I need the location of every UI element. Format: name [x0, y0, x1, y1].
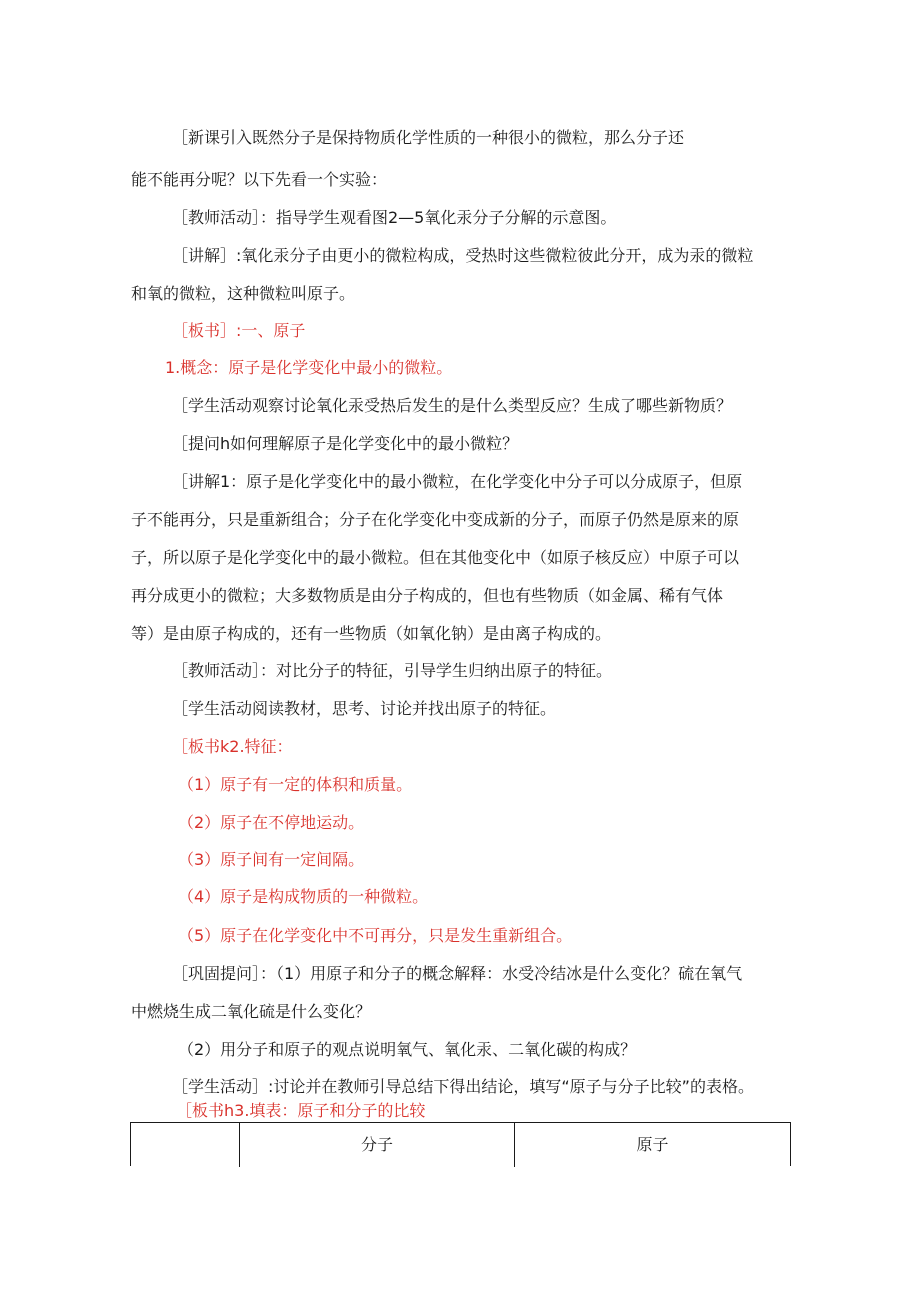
comparison-table: [130, 1122, 791, 1166]
paragraph-line: ［教师活动］：指导学生观看图2—5氧化汞分子分解的示意图。: [172, 208, 617, 227]
paragraph-line: 再分成更小的微粒；大多数物质是由分子构成的，但也有些物质（如金属、稀有气体: [131, 586, 724, 605]
board-note: 1.概念：原子是化学变化中最小的微粒。: [165, 358, 453, 377]
table-header-atom: 原子: [636, 1135, 669, 1154]
paragraph-line: 能不能再分呢？以下先看一个实验：: [131, 170, 388, 189]
board-note: （4）原子是构成物质的一种微粒。: [178, 887, 429, 906]
board-note: （5）原子在化学变化中不可再分，只是发生重新组合。: [178, 926, 573, 945]
paragraph-line: （2）用分子和原子的观点说明氧气、氧化汞、二氧化碳的构成？: [178, 1040, 637, 1059]
paragraph-line: ［巩固提问］：（1）用原子和分子的概念解释：水受冷结冰是什么变化？硫在氧气: [172, 964, 743, 983]
board-note: （1）原子有一定的体积和质量。: [178, 775, 413, 794]
paragraph-line: ［学生活动阅读教材，思考、讨论并找出原子的特征。: [172, 699, 557, 718]
paragraph-line: 子不能再分，只是重新组合；分子在化学变化中变成新的分子，而原子仍然是原来的原: [131, 510, 740, 529]
board-note: （3）原子间有一定间隔。: [178, 850, 365, 869]
paragraph-line: 和氧的微粒，这种微粒叫原子。: [131, 284, 356, 303]
board-note: （2）原子在不停地运动。: [178, 813, 365, 832]
board-note: ［板书k2.特征：: [172, 737, 293, 756]
paragraph-line: 中燃烧生成二氧化硫是什么变化？: [131, 1002, 372, 1021]
paragraph-line: ［新课引入既然分子是保持物质化学性质的一种很小的微粒，那么分子还: [172, 128, 685, 147]
board-note: ［板书］:一、原子: [172, 321, 306, 340]
table-header-empty: [131, 1123, 239, 1167]
paragraph-line: ［学生活动观察讨论氧化汞受热后发生的是什么类型反应？生成了哪些新物质？: [172, 396, 733, 415]
paragraph-line: ［讲解1：原子是化学变化中的最小微粒，在化学变化中分子可以分成原子，但原: [172, 472, 743, 491]
paragraph-line: 等）是由原子构成的，还有一些物质（如氧化钠）是由离子构成的。: [131, 624, 612, 643]
paragraph-line: ［提问h如何理解原子是化学变化中的最小微粒？: [172, 434, 519, 453]
paragraph-line: 子，所以原子是化学变化中的最小微粒。但在其他变化中（如原子核反应）中原子可以: [131, 548, 740, 567]
paragraph-line: ［学生活动］:讨论并在教师引导总结下得出结论，填写“原子与分子比较”的表格。: [172, 1077, 754, 1096]
table-header-molecule: 分子: [360, 1135, 393, 1154]
board-note: ［板书h3.填表：原子和分子的比较: [176, 1101, 426, 1120]
paragraph-line: ［教师活动］：对比分子的特征，引导学生归纳出原子的特征。: [172, 661, 613, 680]
paragraph-line: ［讲解］:氧化汞分子由更小的微粒构成，受热时这些微粒彼此分开，成为汞的微粒: [172, 246, 754, 265]
